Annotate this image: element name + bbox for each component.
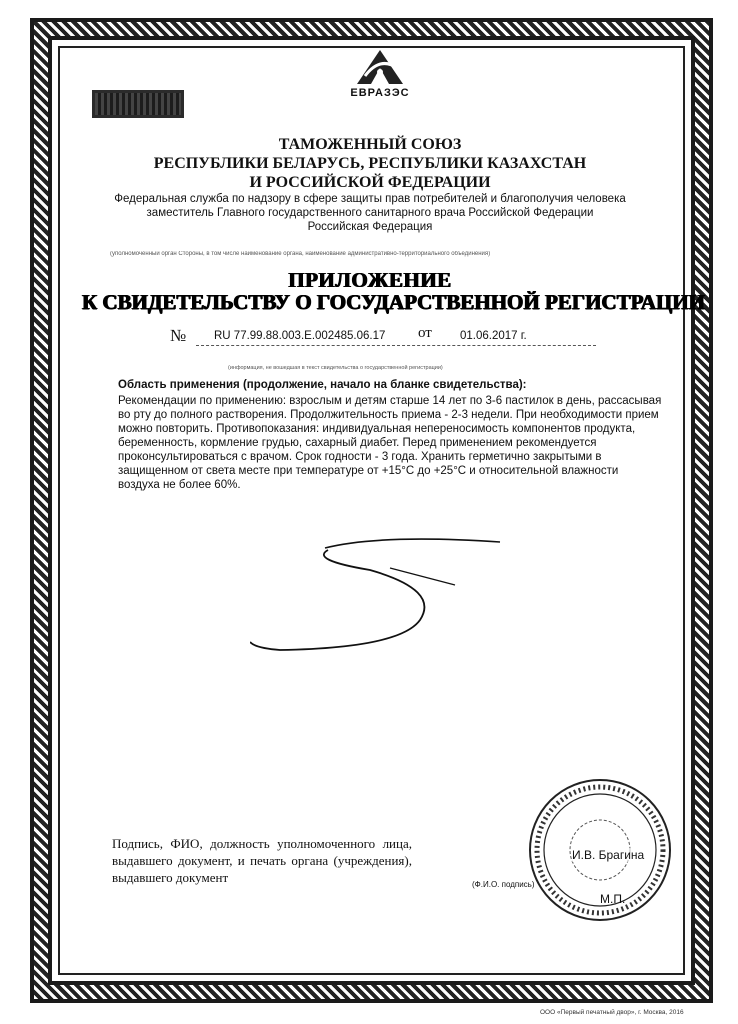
registration-number: RU 77.99.88.003.E.002485.06.17 <box>214 330 386 342</box>
document-header <box>70 135 670 234</box>
authority-line-1: Федеральная служба по надзору в сфере защиты прав потребителей и благополучия человека <box>114 193 626 205</box>
annex-title: ПРИЛОЖЕНИЕ <box>288 268 452 292</box>
registration-caption: (информация, не вошедшая в текст свидетельства о государственной регистрации) <box>228 365 443 371</box>
signer-name: И.В. Брагина <box>572 848 645 862</box>
registration-underline <box>196 345 596 346</box>
authority-line-2: заместитель Главного государственного санитарного врача Российской Федерации <box>146 207 594 219</box>
fio-label: (Ф.И.О. подпись) <box>472 880 535 889</box>
header-line-1: ТАМОЖЕННЫЙ СОЮЗ <box>278 136 462 153</box>
number-sign: № <box>170 326 187 345</box>
mp-label: М.П. <box>600 892 626 906</box>
logo-text: ЕВРАЗЭС <box>350 87 410 99</box>
hologram-mark <box>92 90 184 118</box>
annex-subtitle: К СВИДЕТЕЛЬСТВУ О ГОСУДАРСТВЕННОЙ РЕГИСТРАЦИИ <box>82 290 705 314</box>
registration-row <box>170 325 610 348</box>
signature-caption: Подпись, ФИО, должность уполномоченного лица, выдавшего документ, и печать органа (учреждения), выдавшего документ <box>112 836 412 885</box>
printer-info: ООО «Первый печатный двор», г. Москва, 2016 <box>540 1009 684 1016</box>
authority-line-3: Российская Федерация <box>307 221 433 233</box>
scope-section <box>118 378 663 492</box>
handwritten-signature <box>250 530 510 660</box>
header-line-3: И РОССИЙСКОЙ ФЕДЕРАЦИИ <box>249 174 491 191</box>
from-label: от <box>418 325 432 341</box>
authority-caption: (уполномоченный орган Стороны, в том числе наименование органа, наименование административно-территориального объединения) <box>110 251 491 257</box>
registration-date: 01.06.2017 г. <box>460 330 527 342</box>
scope-heading: Область применения (продолжение, начало на бланке свидетельства): <box>118 379 527 391</box>
scope-body: Рекомендации по применению: взрослым и детям старше 14 лет по 3-6 пастилок в день, рассасывая во рту до полного растворения. Продолжительность приема - 2-3 недели. При необходимости прием можно повторить. Противопоказания: индивидуальная непереносимость компонентов продукта, беременность, кормление грудью, сахарный диабет. Перед применением рекомендуется проконсультироваться с врачом. Срок годности - 3 года. Хранить герметично закрытыми в защищенном от света месте при температуре от +15°С до +25°С и относительной влажности воздуха не более 60%. <box>118 395 662 491</box>
header-line-2: РЕСПУБЛИКИ БЕЛАРУСЬ, РЕСПУБЛИКИ КАЗАХСТАН <box>153 155 587 172</box>
